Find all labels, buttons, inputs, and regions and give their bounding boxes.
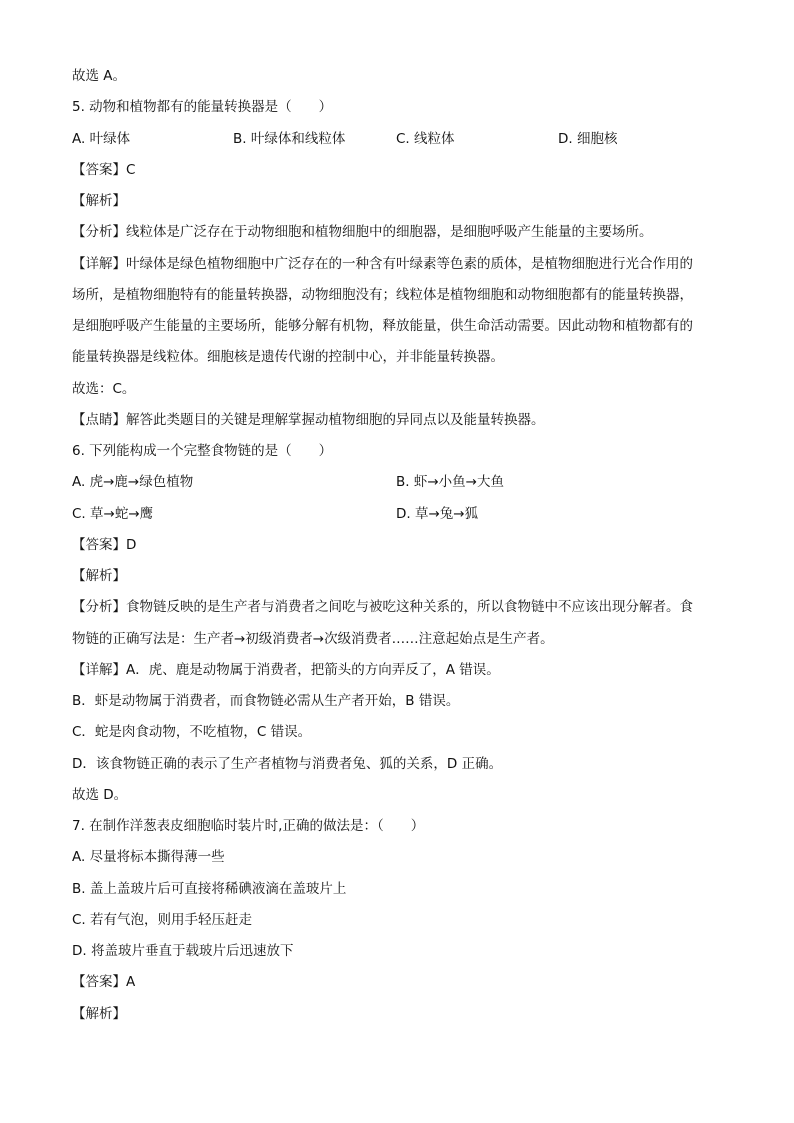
q6-option-d: D. 草→兔→狐 bbox=[396, 506, 479, 522]
q6-answer: 【答案】D bbox=[72, 537, 137, 553]
q6-option-b: B. 虾→小鱼→大鱼 bbox=[396, 474, 504, 490]
q5-analysis-heading: 【解析】 bbox=[72, 193, 126, 209]
q6-option-c: C. 草→蛇→鹰 bbox=[72, 506, 154, 522]
q6-analysis-heading: 【解析】 bbox=[72, 568, 126, 584]
q5-option-b: B. 叶绿体和线粒体 bbox=[233, 131, 346, 147]
q6-analysis-line: 物链的正确写法是：生产者→初级消费者→次级消费者……注意起始点是生产者。 bbox=[72, 631, 554, 647]
q6-detail-c: C．蛇是肉食动物，不吃植物，C 错误。 bbox=[72, 724, 312, 740]
q7-answer: 【答案】A bbox=[72, 974, 136, 990]
q5-conclusion: 故选：C。 bbox=[72, 381, 136, 397]
q6-option-a: A. 虎→鹿→绿色植物 bbox=[72, 474, 194, 490]
q6-analysis-line: 【分析】食物链反映的是生产者与消费者之间吃与被吃这种关系的，所以食物链中不应该出现分解者。食 bbox=[72, 599, 693, 615]
q7-option-b: B. 盖上盖玻片后可直接将稀碘液滴在盖玻片上 bbox=[72, 881, 347, 897]
q7-analysis-heading: 【解析】 bbox=[72, 1006, 126, 1022]
question-7-stem: 7. 在制作洋葱表皮细胞临时装片时,正确的做法是：（ ） bbox=[72, 818, 425, 834]
q5-tip: 【点睛】解答此类题目的关键是理解掌握动植物细胞的异同点以及能量转换器。 bbox=[72, 412, 545, 428]
q5-option-a: A. 叶绿体 bbox=[72, 131, 131, 147]
q6-detail-d: D．该食物链正确的表示了生产者植物与消费者兔、狐的关系，D 正确。 bbox=[72, 756, 503, 772]
conclusion-q4: 故选 A。 bbox=[72, 68, 127, 84]
q5-option-d: D. 细胞核 bbox=[558, 131, 618, 147]
q7-option-a: A. 尽量将标本撕得薄一些 bbox=[72, 849, 225, 865]
q7-option-d: D. 将盖玻片垂直于载玻片后迅速放下 bbox=[72, 943, 294, 959]
q5-option-c: C. 线粒体 bbox=[396, 131, 455, 147]
question-5-stem: 5. 动物和植物都有的能量转换器是（ ） bbox=[72, 99, 333, 115]
q7-option-c: C. 若有气泡，则用手轻压赶走 bbox=[72, 912, 253, 928]
q5-detail-line: 场所，是植物细胞特有的能量转换器，动物细胞没有；线粒体是植物细胞和动物细胞都有的能量转换器， bbox=[72, 287, 693, 303]
q6-conclusion: 故选 D。 bbox=[72, 787, 128, 803]
q5-detail-line: 能量转换器是线粒体。细胞核是遗传代谢的控制中心，并非能量转换器。 bbox=[72, 349, 504, 365]
q5-analysis: 【分析】线粒体是广泛存在于动物细胞和植物细胞中的细胞器，是细胞呼吸产生能量的主要场所。 bbox=[72, 224, 653, 240]
q6-detail-a: 【详解】A．虎、鹿是动物属于消费者，把箭头的方向弄反了，A 错误。 bbox=[72, 662, 500, 678]
question-6-stem: 6. 下列能构成一个完整食物链的是（ ） bbox=[72, 443, 333, 459]
q5-detail-line: 【详解】叶绿体是绿色植物细胞中广泛存在的一种含有叶绿素等色素的质体，是植物细胞进行光合作用的 bbox=[72, 256, 693, 272]
q6-detail-b: B．虾是动物属于消费者，而食物链必需从生产者开始，B 错误。 bbox=[72, 693, 460, 709]
q5-detail-line: 是细胞呼吸产生能量的主要场所，能够分解有机物，释放能量，供生命活动需要。因此动物和植物都有的 bbox=[72, 318, 693, 334]
q5-answer: 【答案】C bbox=[72, 162, 136, 178]
